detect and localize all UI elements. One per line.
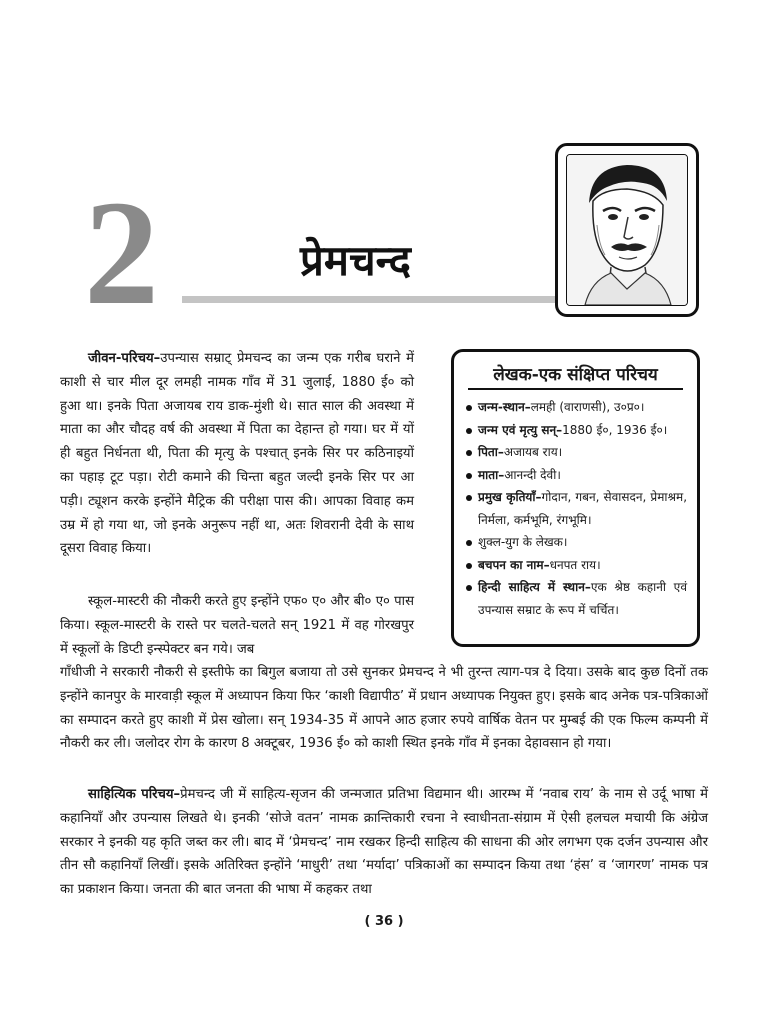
title-underline xyxy=(182,296,560,303)
summary-value: 1880 ई०, 1936 ई०। xyxy=(562,422,668,437)
career-text-part1: स्कूल-मास्टरी की नौकरी करते हुए इन्होंने एफ० ए० और बी० ए० पास किया। स्कूल-मास्टरी के रास्ते पर चलते-चलते सन् 1921 में वह गोरखपुर में स्कूलों के डिप्टी इन्स्पेक्टर बन गये। जब xyxy=(60,594,414,657)
summary-value: अजायब राय। xyxy=(503,445,563,459)
summary-item xyxy=(464,554,687,577)
career-paragraph xyxy=(60,590,414,661)
summary-value: लमही (वाराणसी), उ०प्र०। xyxy=(530,400,645,414)
summary-key: बचपन का नाम– xyxy=(478,557,550,572)
summary-value: धनपत राय। xyxy=(549,557,601,572)
summary-value: आनन्दी देवी। xyxy=(504,467,561,482)
summary-item xyxy=(464,419,687,442)
summary-key: जन्म एवं मृत्यु सन्– xyxy=(478,422,563,437)
summary-item xyxy=(464,486,687,531)
summary-item xyxy=(464,576,687,621)
literary-label: साहित्यिक परिचय– xyxy=(88,787,181,802)
summary-value: एक श्रेष्ठ कहानी एवं उपन्यास सम्राट के रूप में चर्चित। xyxy=(478,580,687,617)
literary-paragraph xyxy=(60,783,708,902)
author-summary-box xyxy=(451,349,700,647)
summary-key: पिता– xyxy=(478,445,504,459)
summary-list xyxy=(464,396,687,621)
summary-value: शुक्ल-युग के लेखक। xyxy=(478,535,568,549)
summary-item xyxy=(464,531,687,554)
summary-box-title: लेखक-एक संक्षिप्त परिचय xyxy=(468,362,683,390)
career-paragraph-continued xyxy=(60,661,708,756)
author-portrait xyxy=(566,154,688,306)
portrait-sketch-icon xyxy=(567,155,687,305)
summary-key: प्रमुख कृतियाँ– xyxy=(478,490,542,504)
summary-key: हिन्दी साहित्य में स्थान– xyxy=(478,580,591,594)
literary-text: प्रेमचन्द जी में साहित्य-सृजन की जन्मजात प्रतिभा विद्यमान थी। आरम्भ में ‘नवाब राय’ के नाम से उर्दू भाषा में कहानियाँ और उपन्यास लिखते थे। इनकी ‘सोजे वतन’ नामक क्रान्तिकारी रचना ने स्वाधीनता-संग्राम में ऐसी हलचल मचायी कि अंग्रेज सरकार ने इनकी यह कृति जब्त कर ली। बाद में ‘प्रेमचन्द’ नाम रखकर हिन्दी साहित्य की साधना की ओर लगभग एक दर्जन उपन्यास और तीन सौ कहानियाँ लिखीं। इसके अतिरिक्त इन्होंने ‘माधुरी’ तथा ‘मर्यादा’ पत्रिकाओं का सम्पादन किया तथा ‘हंस’ व ‘जागरण’ नामक पत्र का प्रकाशन किया। जनता की बात जनता की भाषा में कहकर तथा xyxy=(60,787,708,898)
intro-paragraph xyxy=(60,347,414,561)
chapter-number: 2 xyxy=(84,170,159,336)
intro-text: उपन्यास सम्राट् प्रेमचन्द का जन्म एक गरीब घराने में काशी से चार मील दूर लमही नामक गाँव में 31 जुलाई, 1880 ई० को हुआ था। इनके पिता अजायब राय डाक-मुंशी थे। सात साल की अवस्था में माता का और चौदह वर्ष की अवस्था में पिता का देहान्त हो गया। घर में यों ही बहुत निर्धनता थी, पिता की मृत्यु के पश्चात् इनके सिर पर कठिनाइयों का पहाड़ टूट पड़ा। रोटी कमाने की चिन्ता बहुत जल्दी इनके सिर पर आ पड़ी। ट्यूशन करके इन्होंने मैट्रिक की परीक्षा पास की। आपका विवाह कम उम्र में हो गया था, जो इनके अनुरूप नहीं था, अतः शिवरानी देवी के साथ दूसरा विवाह किया। xyxy=(60,351,414,557)
summary-item xyxy=(464,441,687,464)
page-number: ( 36 ) xyxy=(364,914,404,929)
summary-key: माता– xyxy=(478,467,505,482)
summary-item xyxy=(464,464,687,487)
summary-key: जन्म-स्थान– xyxy=(478,400,531,414)
author-portrait-frame xyxy=(555,143,699,317)
summary-value: गोदान, गबन, सेवासदन, प्रेमाश्रम, निर्मला, कर्मभूमि, रंगभूमि। xyxy=(478,490,688,527)
intro-label: जीवन-परिचय– xyxy=(88,351,161,366)
summary-item xyxy=(464,396,687,419)
career-text-part2: गाँधीजी ने सरकारी नौकरी से इस्तीफे का बिगुल बजाया तो उसे सुनकर प्रेमचन्द ने भी तुरन्त त्याग-पत्र दे दिया। उसके बाद कुछ दिनों तक इन्होंने कानपुर के मारवाड़ी स्कूल में अध्यापन किया फिर ‘काशी विद्यापीठ’ में प्रधान अध्यापक नियुक्त हुए। इसके बाद अनेक पत्र-पत्रिकाओं का सम्पादन करते हुए काशी में प्रेस खोला। सन् 1934-35 में आपने आठ हजार रुपये वार्षिक वेतन पर मुम्बई की एक फिल्म कम्पनी में नौकरी कर ली। जलोदर रोग के कारण 8 अक्टूबर, 1936 ई० को काशी स्थित इनके गाँव में इनका देहावसान हो गया। xyxy=(60,665,708,752)
chapter-title: प्रेमचन्द xyxy=(300,236,411,285)
